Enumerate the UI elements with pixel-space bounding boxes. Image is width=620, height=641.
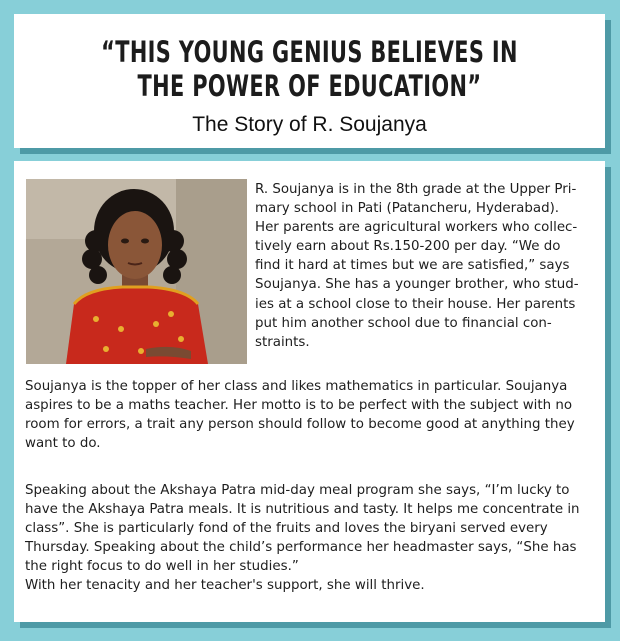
story-line: aspires to be a maths teacher. Her motto is to be perfect with the subject with no [25, 398, 573, 414]
story-line: mary school in Pati (Patancheru, Hyderabad). [255, 201, 560, 217]
story-line: want to do. [25, 436, 101, 452]
story-line: Speaking about the Akshaya Patra mid-day meal program she says, “I’m lucky to [25, 483, 570, 498]
story-line: straints. [255, 334, 310, 350]
story-line: have the Akshaya Patra meals. It is nutritious and tasty. It helps me concentrate in [25, 502, 580, 518]
story-line: Soujanya is the topper of her class and likes mathematics in particular. Soujanya [25, 379, 568, 394]
story-line: class”. She is particularly fond of the fruits and loves the biryani served every [25, 521, 548, 537]
girl-portrait-photo [26, 179, 247, 364]
story-paragraph-2 [25, 377, 600, 453]
story-line: the right focus to do well in her studies.” [25, 559, 299, 575]
story-paragraph-3 [25, 481, 600, 596]
story-line: room for errors, a trait any person should follow to become good at anything they [25, 417, 575, 433]
story-line: R. Soujanya is in the 8th grade at the Upper Pri- [255, 182, 577, 197]
story-line: tively earn about Rs.150-200 per day. “We do [255, 239, 561, 255]
story-line: Thursday. Speaking about the child’s performance her headmaster says, “She has [25, 540, 577, 556]
headline-line-1: “THIS YOUNG GENIUS BELIEVES IN [101, 35, 518, 69]
headline-line-2: THE POWER OF EDUCATION” [137, 69, 482, 103]
story-line: ies at a school close to their house. Her parents [255, 296, 576, 312]
story-line: Her parents are agricultural workers who collec- [255, 220, 578, 236]
girl-portrait-icon [26, 179, 247, 364]
subtitle: The Story of R. Soujanya [192, 113, 427, 136]
story-line: put him another school due to financial con- [255, 315, 552, 331]
story-line: find it hard at times but we are satisfied,” says [255, 258, 570, 274]
story-card [14, 161, 605, 622]
story-line: Soujanya. She has a younger brother, who stud- [255, 277, 579, 293]
header-card [14, 14, 605, 148]
story-paragraph-1 [255, 180, 595, 352]
story-line: With her tenacity and her teacher's support, she will thrive. [25, 578, 425, 594]
